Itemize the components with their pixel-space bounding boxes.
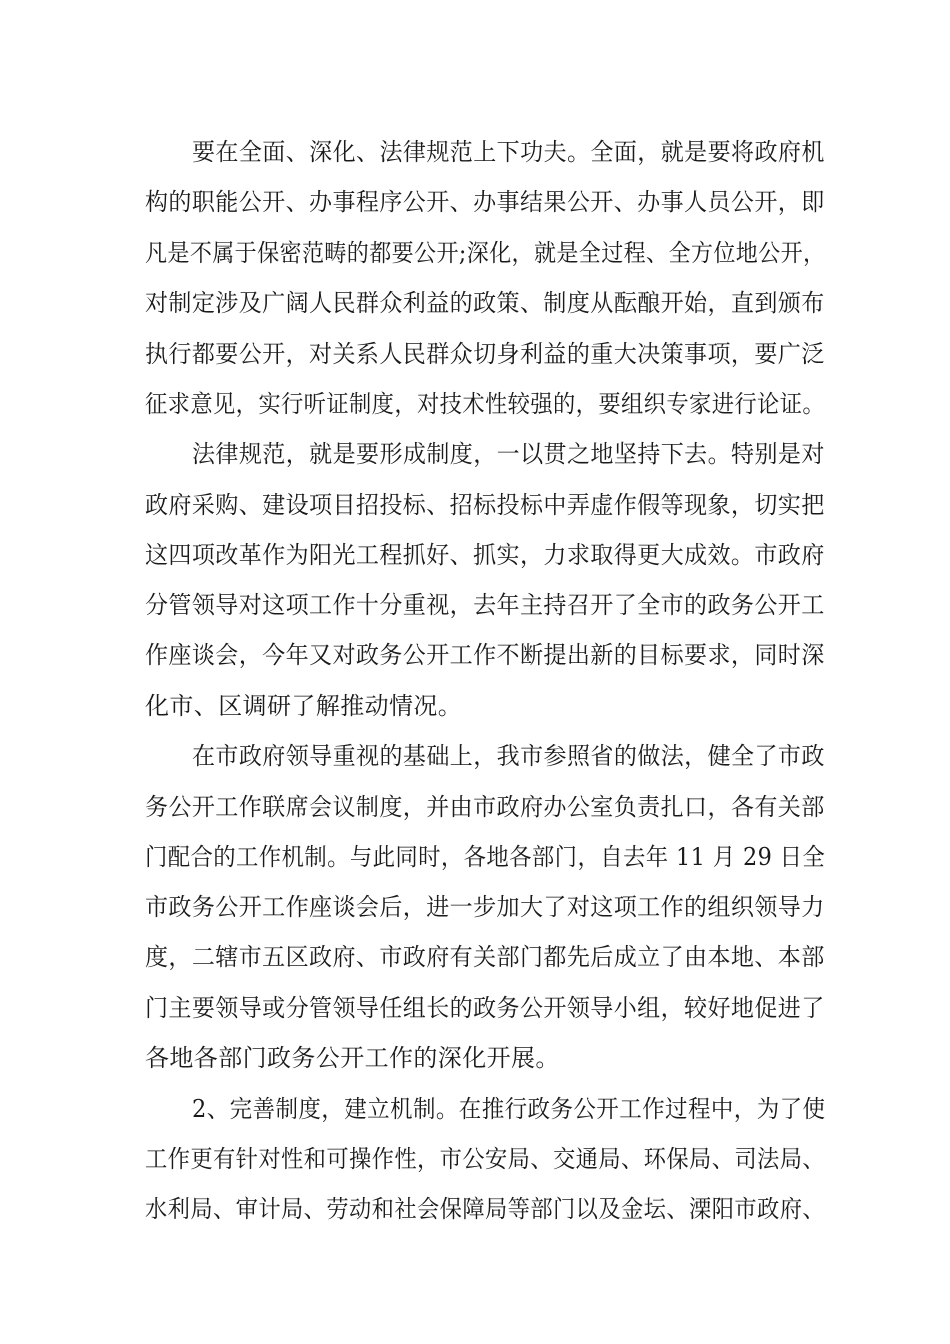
text-line: 工作更有针对性和可操作性，市公安局、交通局、环保局、司法局、 <box>145 1145 826 1173</box>
text-line: 这四项改革作为阳光工程抓好、抓实，力求取得更大成效。市政府 <box>145 541 825 569</box>
text-line: 市政务公开工作座谈会后，进一步加大了对这项工作的组织领导力 <box>145 893 825 921</box>
text-line: 2、完善制度，建立机制。在推行政务公开工作过程中，为了使 <box>192 1095 826 1123</box>
text-line: 构的职能公开、办事程序公开、办事结果公开、办事人员公开，即 <box>145 188 825 216</box>
text-line: 作座谈会，今年又对政务公开工作不断提出新的目标要求，同时深 <box>145 641 825 669</box>
text-line: 对制定涉及广阔人民群众利益的政策、制度从酝酿开始，直到颁布 <box>145 289 825 317</box>
text-line: 法律规范，就是要形成制度，一以贯之地坚持下去。特别是对 <box>192 440 825 468</box>
text-line: 政府采购、建设项目招投标、招标投标中弄虚作假等现象，切实把 <box>145 491 825 519</box>
text-line: 凡是不属于保密范畴的都要公开;深化，就是全过程、全方位地公开， <box>145 239 826 267</box>
text-line: 征求意见，实行听证制度，对技术性较强的，要组织专家进行论证。 <box>145 390 826 418</box>
text-line: 务公开工作联席会议制度，并由市政府办公室负责扎口，各有关部 <box>145 793 825 821</box>
text-line: 要在全面、深化、法律规范上下功夫。全面，就是要将政府机 <box>192 138 825 166</box>
text-line: 门主要领导或分管领导任组长的政务公开领导小组，较好地促进了 <box>145 994 825 1022</box>
text-line: 化市、区调研了解推动情况。 <box>145 692 463 720</box>
text-line: 水利局、审计局、劳动和社会保障局等部门以及金坛、溧阳市政府、 <box>145 1195 826 1223</box>
text-line: 在市政府领导重视的基础上，我市参照省的做法，健全了市政 <box>192 742 825 770</box>
text-line: 执行都要公开，对关系人民群众切身利益的重大决策事项，要广泛 <box>145 340 825 368</box>
text-line: 各地各部门政务公开工作的深化开展。 <box>145 1044 560 1072</box>
text-line: 分管领导对这项工作十分重视，去年主持召开了全市的政务公开工 <box>145 591 825 619</box>
text-line: 度，二辖市五区政府、市政府有关部门都先后成立了由本地、本部 <box>145 943 825 971</box>
text-line: 门配合的工作机制。与此同时，各地各部门，自去年 11 月 29 日全 <box>145 843 826 871</box>
